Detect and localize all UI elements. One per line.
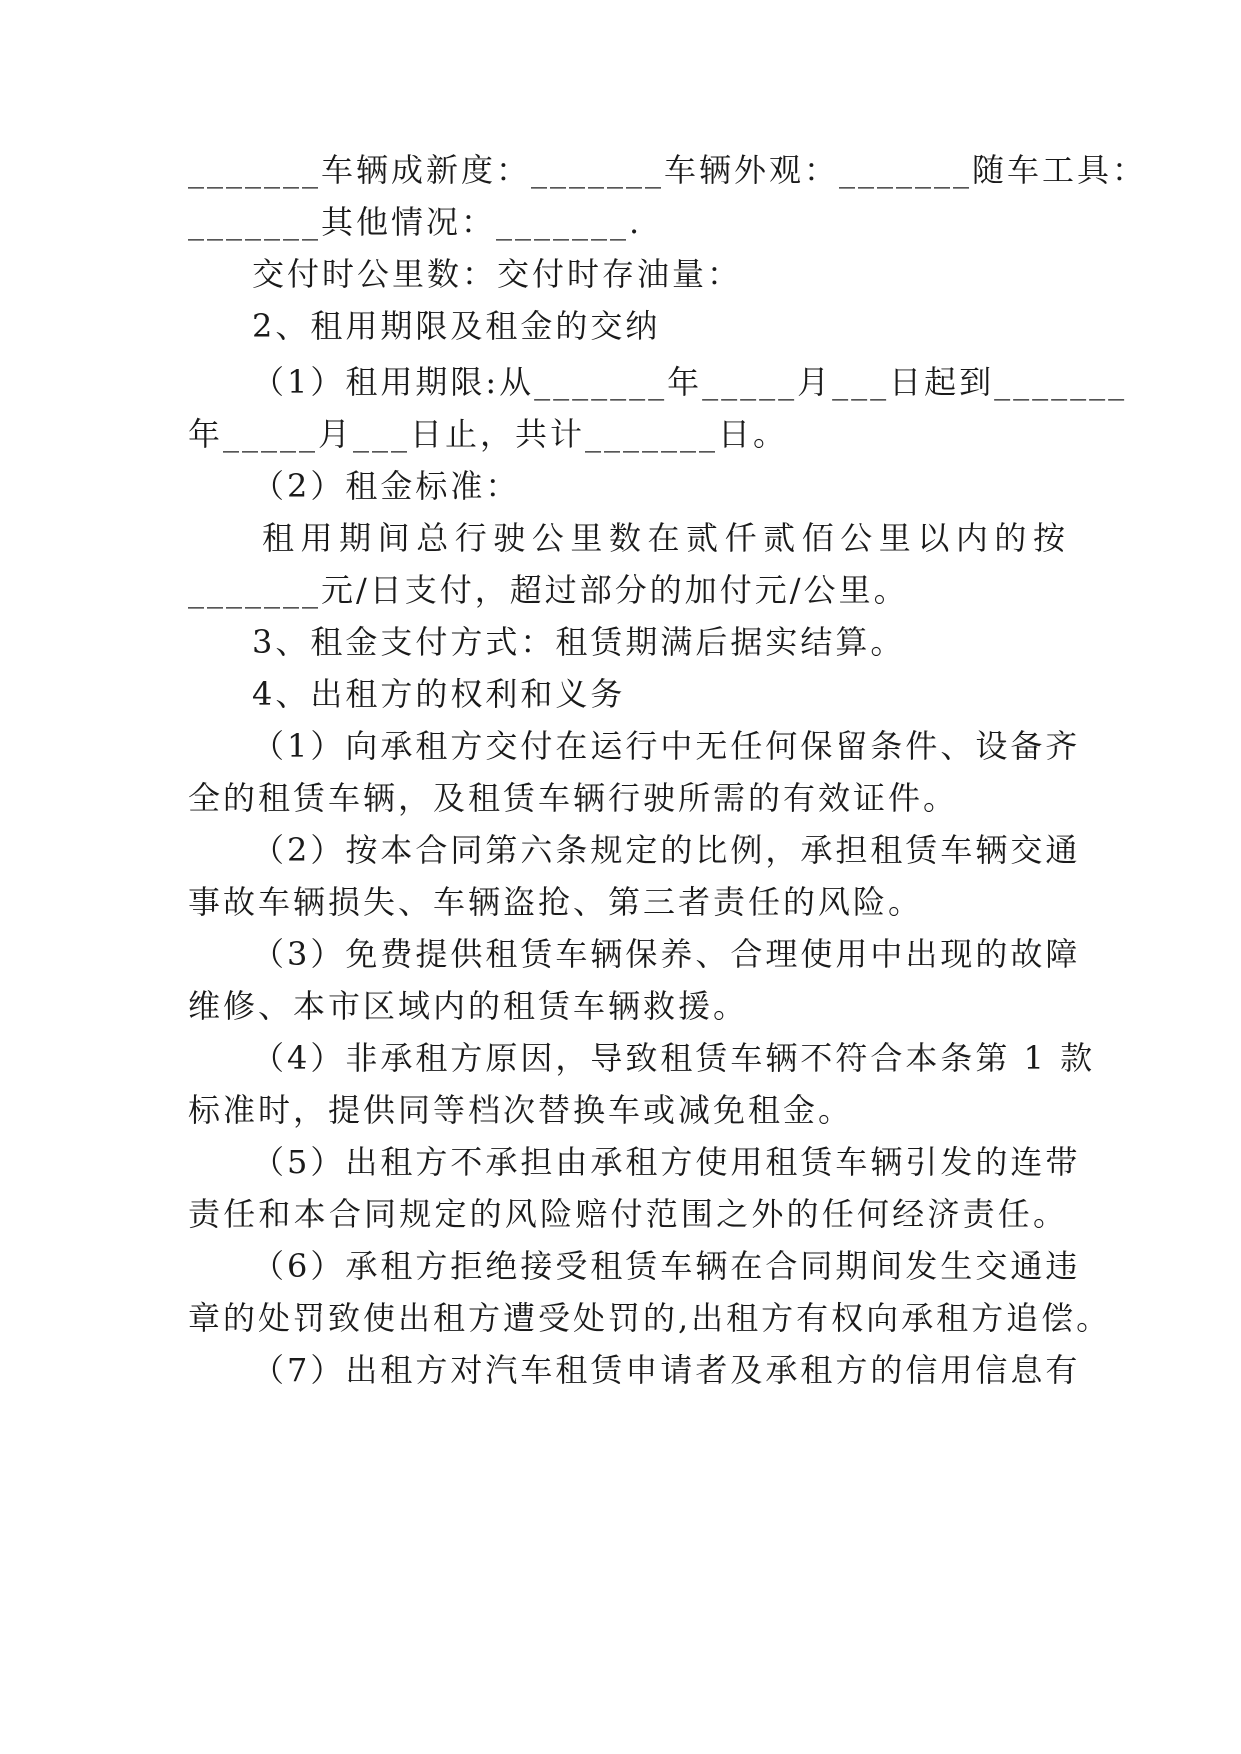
vehicle-condition-line: _______车辆成新度：_______车辆外观：_______随车工具： [188, 151, 1148, 189]
clause-3-line-2: 维修、本市区域内的租赁车辆救援。 [188, 987, 749, 1025]
clause-2-line-2: 事故车辆损失、车辆盗抢、第三者责任的风险。 [188, 883, 924, 921]
clause-3-line-1: （3）免费提供租赁车辆保养、合理使用中出现的故障 [252, 935, 1081, 973]
rental-period-line-1: （1）租用期限:从_______年_____月___日起到_______ [252, 363, 1128, 401]
rent-standard-line-1: 租用期间总行驶公里数在贰仟贰佰公里以内的按 [262, 519, 1068, 557]
clause-2-line-1: （2）按本合同第六条规定的比例，承担租赁车辆交通 [252, 831, 1081, 869]
clause-1-line-2: 全的租赁车辆，及租赁车辆行驶所需的有效证件。 [188, 779, 959, 817]
section-4-heading: 4、出租方的权利和义务 [252, 675, 626, 713]
rental-period-line-2: 年_____月___日止，共计_______日。 [188, 415, 789, 453]
clause-6-line-2: 章的处罚致使出租方遭受处罚的,出租方有权向承租方追偿。 [188, 1299, 1112, 1337]
clause-7-line-1: （7）出租方对汽车租赁申请者及承租方的信用信息有 [252, 1351, 1081, 1389]
other-conditions-line: _______其他情况：_______. [188, 203, 643, 241]
clause-6-line-1: （6）承租方拒绝接受租赁车辆在合同期间发生交通违 [252, 1247, 1081, 1285]
clause-4-line-1: （4）非承租方原因，导致租赁车辆不符合本条第 1 款 [252, 1039, 1096, 1077]
clause-1-line-1: （1）向承租方交付在运行中无任何保留条件、设备齐 [252, 727, 1081, 765]
delivery-mileage-line: 交付时公里数：交付时存油量： [252, 255, 743, 293]
clause-4-line-2: 标准时，提供同等档次替换车或减免租金。 [188, 1091, 854, 1129]
rent-standard-heading: （2）租金标准： [252, 467, 521, 505]
section-2-heading: 2、租用期限及租金的交纳 [252, 307, 661, 345]
clause-5-line-2: 责任和本合同规定的风险赔付范围之外的任何经济责任。 [188, 1195, 1068, 1233]
clause-5-line-1: （5）出租方不承担由承租方使用租赁车辆引发的连带 [252, 1143, 1081, 1181]
rent-standard-line-2: _______元/日支付，超过部分的加付元/公里。 [188, 571, 909, 609]
section-3-payment: 3、租金支付方式：租赁期满后据实结算。 [252, 623, 906, 661]
